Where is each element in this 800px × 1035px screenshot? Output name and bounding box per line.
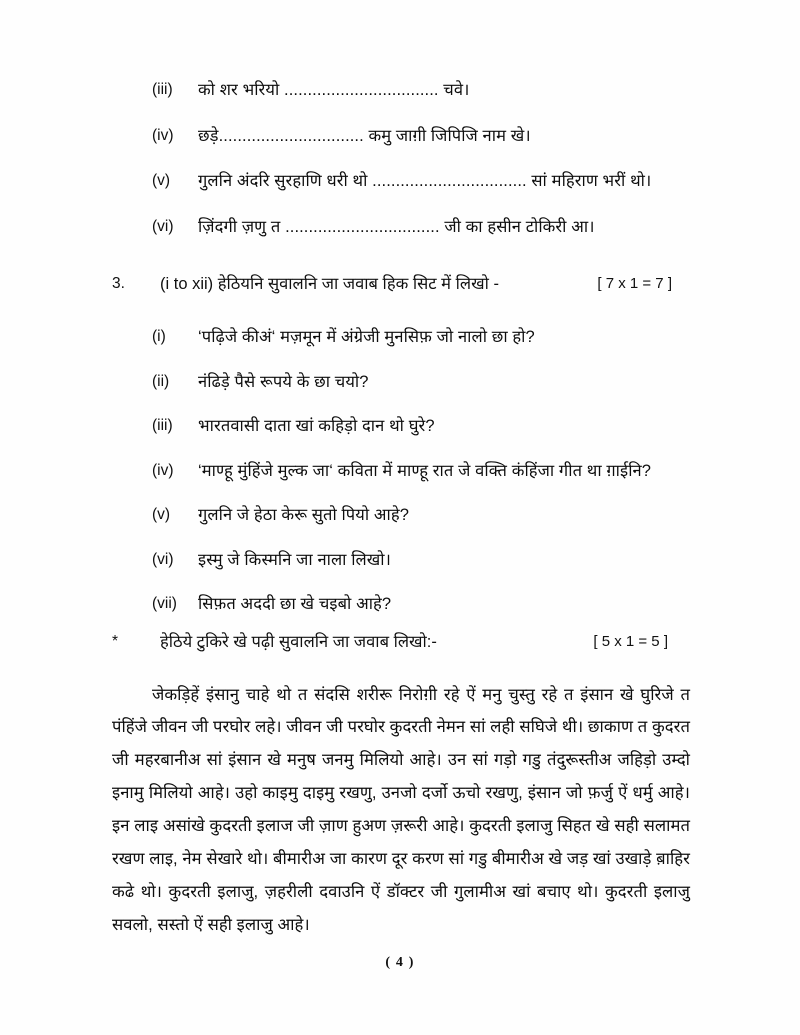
question-3-items <box>152 325 712 637</box>
question-heading-row <box>112 630 690 656</box>
item-marker: (vi) <box>152 217 174 235</box>
list-item <box>152 503 712 529</box>
list-item <box>152 414 712 440</box>
question-heading-text: (i to xii) हेठियनि सुवालनि जा जवाब हिक सिट में लिखो - <box>160 275 499 293</box>
item-text: को शर भरियो ................................. चवे। <box>198 81 470 99</box>
starred-comprehension-heading <box>112 630 690 656</box>
list-item <box>152 169 712 195</box>
question-number: 3. <box>112 275 125 292</box>
list-item <box>152 124 712 150</box>
list-item <box>152 370 712 396</box>
item-text: इस्मु जे किस्मनि जा नाला लिखो। <box>198 550 392 569</box>
list-item <box>152 592 712 618</box>
item-marker: (iv) <box>152 126 174 144</box>
fill-in-the-blanks-section <box>152 78 712 260</box>
asterisk-marker: * <box>112 633 119 650</box>
item-marker: (v) <box>152 172 171 190</box>
item-text: भारतवासी दाता खां कहिड़ो दान थो घुरे? <box>198 417 435 436</box>
item-text: ‘माण्हू मुंहिंजे मुल्क जा‘ कविता में माण्हू रात जे वक्ति कंहिंजा गीत था ग़ाईनि? <box>198 461 652 480</box>
item-text: ‘पढ़िजे कीअं‘ मज़मून में अंग्रेजी मुनसिफ़ जो नालो छा हो? <box>198 328 535 346</box>
question-heading-row <box>112 272 690 298</box>
list-item <box>152 325 712 351</box>
item-marker: (vii) <box>152 595 177 613</box>
question-3-heading <box>112 272 690 298</box>
item-marker: (ii) <box>152 372 170 390</box>
item-text: ज़िंदगी ज़णु त ................................. जी का हसीन टोकिरी आ। <box>198 217 595 236</box>
item-marker: (vi) <box>152 550 174 568</box>
list-item <box>152 78 712 104</box>
item-text: गुलनि जे हेठा केरू सुतो पियो आहे? <box>198 506 409 525</box>
item-text: नंढिड़े पैसे रूपये के छा चयो? <box>198 372 369 391</box>
item-text: छड़े............................... कमु जाग़ी जिपिजि नाम खे। <box>198 126 531 145</box>
item-marker: (iv) <box>152 461 174 479</box>
page-number: ( 4 ) <box>385 955 415 970</box>
list-item <box>152 215 712 241</box>
item-text: सिफ़त अददी छा खे चइबो आहे? <box>198 595 392 614</box>
item-marker: (v) <box>152 506 171 524</box>
comprehension-passage: जेकड़िहें इंसानु चाहे थो त संदसि शरीरू निरोग़ी रहे ऐं मनु चुस्तु रहे त इंसान खे घुरिजे त पंहिंजे जीवन जी परघोर लहे। जीवन जी परघोर कुदरती नेमन सां लही सघिजे थी। छाकाण त कुदरत जी महरबानीअ सां इंसान खे मनुष जनमु मिलियो आहे। उन सां गड़ो गडु तंदुरूस्तीअ जहिड़ो उम्दो इनामु मिलियो आहे। उहो काइमु दाइमु रखणु, उनजो दर्जो ऊचो रखणु, इंसान जो फ़र्जु ऐं धर्मु आहे। इन लाइ असांखे कुदरती इलाज जी ज़ाण हुअण ज़रूरी आहे। कुदरती इलाजु सिहत खे सही सलामत रखण लाइ, नेम सेखारे थो। बीमारीअ जा कारण दूर करण सां गडु बीमारीअ खे जड़ खां उखाड़े ब़ाहिर कढे थो। कुदरती इलाजु, ज़हरीली दवाउनि ऐं डॉक्टर जी गुलामीअ खां बचाए थो। कुदरती इलाजु सवलो, सस्तो ऐं सही इलाजु आहे। <box>112 684 690 934</box>
item-marker: (i) <box>152 328 166 345</box>
marks-allocation: [ 5 x 1 = 5 ] <box>593 633 668 650</box>
list-item <box>152 459 712 485</box>
question-heading-text: हेठिये टुकिरे खे पढ़ी सुवालनि जा जवाब लिखो:- <box>160 633 437 651</box>
marks-allocation: [ 7 x 1 = 7 ] <box>597 275 672 292</box>
list-item <box>152 548 712 574</box>
item-marker: (iii) <box>152 417 173 435</box>
item-marker: (iii) <box>152 81 173 98</box>
item-text: गुलनि अंदरि सुरहाणि धरी थो ................................. सां महिराण भरीं थो। <box>198 172 652 191</box>
